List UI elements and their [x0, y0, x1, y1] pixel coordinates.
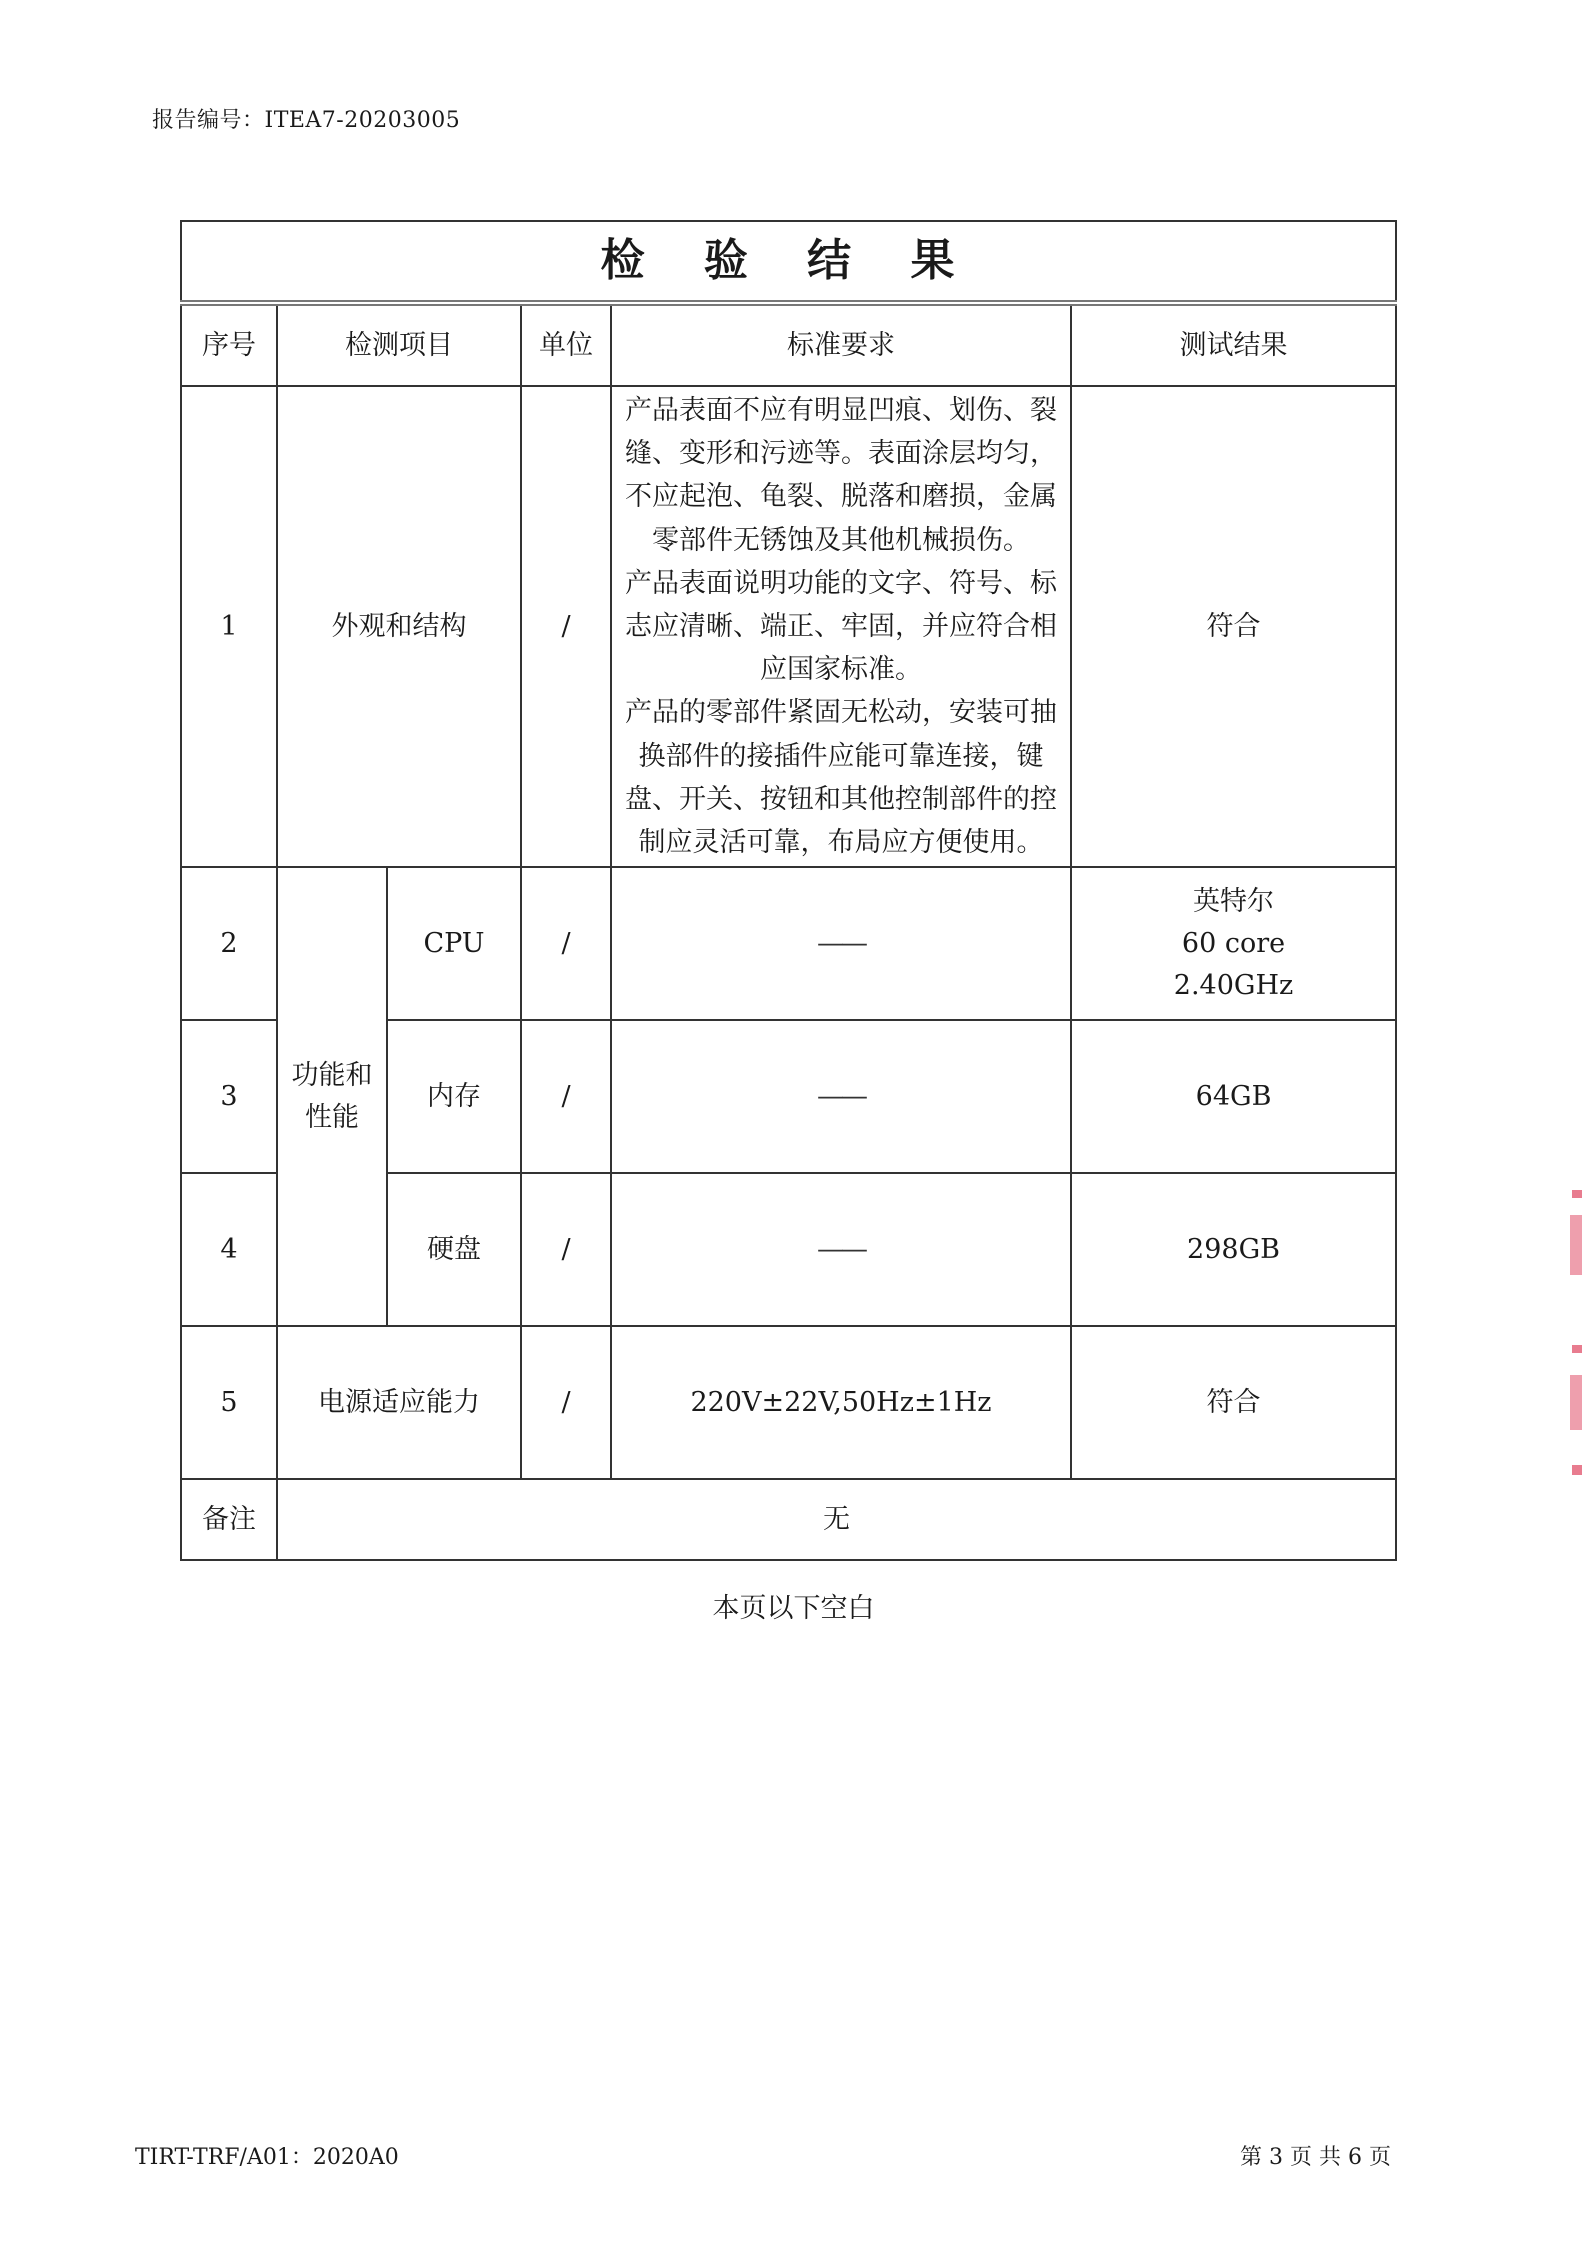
remarks-label: 备注 [181, 1479, 277, 1560]
col-header-no: 序号 [181, 303, 277, 386]
results-table-wrapper [180, 220, 1395, 1540]
seal-edge-mark [1570, 1215, 1582, 1275]
row-standard: —— [611, 1173, 1071, 1326]
result-line: 60 core [1181, 927, 1286, 959]
result-line: 2.40GHz [1173, 969, 1294, 1001]
standard-paragraph: 产品表面不应有明显凹痕、划伤、裂缝、变形和污迹等。表面涂层均匀，不应起泡、龟裂、脱落和磨损，金属零部件无锈蚀及其他机械损伤。 [625, 395, 1057, 556]
row-no: 4 [181, 1173, 277, 1326]
remarks-value: 无 [277, 1479, 1396, 1560]
row-result: 符合 [1071, 386, 1396, 867]
row-result [1071, 867, 1396, 1020]
row-result: 298GB [1071, 1173, 1396, 1326]
table-row [181, 1326, 1396, 1479]
seal-edge-mark [1572, 1345, 1582, 1353]
row-standard: —— [611, 1020, 1071, 1173]
row-unit: / [521, 1326, 611, 1479]
row-subitem: CPU [387, 867, 521, 1020]
row-unit: / [521, 867, 611, 1020]
result-line: 英特尔 [1193, 885, 1275, 917]
row-result: 64GB [1071, 1020, 1396, 1173]
remarks-row [181, 1479, 1396, 1560]
row-unit: / [521, 1020, 611, 1173]
row-item: 外观和结构 [277, 386, 521, 867]
row-item: 电源适应能力 [277, 1326, 521, 1479]
row-result: 符合 [1071, 1326, 1396, 1479]
table-title: 检 验 结 果 [181, 221, 1396, 303]
row-subitem: 硬盘 [387, 1173, 521, 1326]
seal-edge-mark [1572, 1190, 1582, 1198]
report-number: 报告编号：ITEA7-20203005 [152, 108, 461, 133]
form-code: TIRT-TRF/A01：2020A0 [135, 2145, 399, 2170]
col-header-item: 检测项目 [277, 303, 521, 386]
row-standard: 220V±22V,50Hz±1Hz [611, 1326, 1071, 1479]
row-unit: / [521, 1173, 611, 1326]
row-subitem: 内存 [387, 1020, 521, 1173]
seal-edge-mark [1572, 1465, 1582, 1475]
table-row [181, 867, 1396, 1020]
row-no: 3 [181, 1020, 277, 1173]
col-header-result: 测试结果 [1071, 303, 1396, 386]
row-no: 1 [181, 386, 277, 867]
row-group-function-performance: 功能和 性能 [277, 867, 387, 1326]
row-no: 2 [181, 867, 277, 1020]
standard-paragraph: 产品表面说明功能的文字、符号、标志应清晰、端正、牢固，并应符合相应国家标准。 [625, 567, 1057, 686]
table-row [181, 386, 1396, 867]
col-header-unit: 单位 [521, 303, 611, 386]
col-header-standard: 标准要求 [611, 303, 1071, 386]
seal-edge-mark [1570, 1375, 1582, 1430]
results-table [180, 220, 1397, 1561]
row-standard [611, 386, 1071, 867]
row-unit: / [521, 386, 611, 867]
page-number: 第 3 页 共 6 页 [1240, 2145, 1391, 2170]
row-no: 5 [181, 1326, 277, 1479]
row-standard: —— [611, 867, 1071, 1020]
standard-paragraph: 产品的零部件紧固无松动，安装可抽换部件的接插件应能可靠连接，键盘、开关、按钮和其他控制部件的控制应灵活可靠，布局应方便使用。 [625, 697, 1057, 858]
header-row [181, 303, 1396, 386]
blank-below-note: 本页以下空白 [712, 1593, 875, 1624]
